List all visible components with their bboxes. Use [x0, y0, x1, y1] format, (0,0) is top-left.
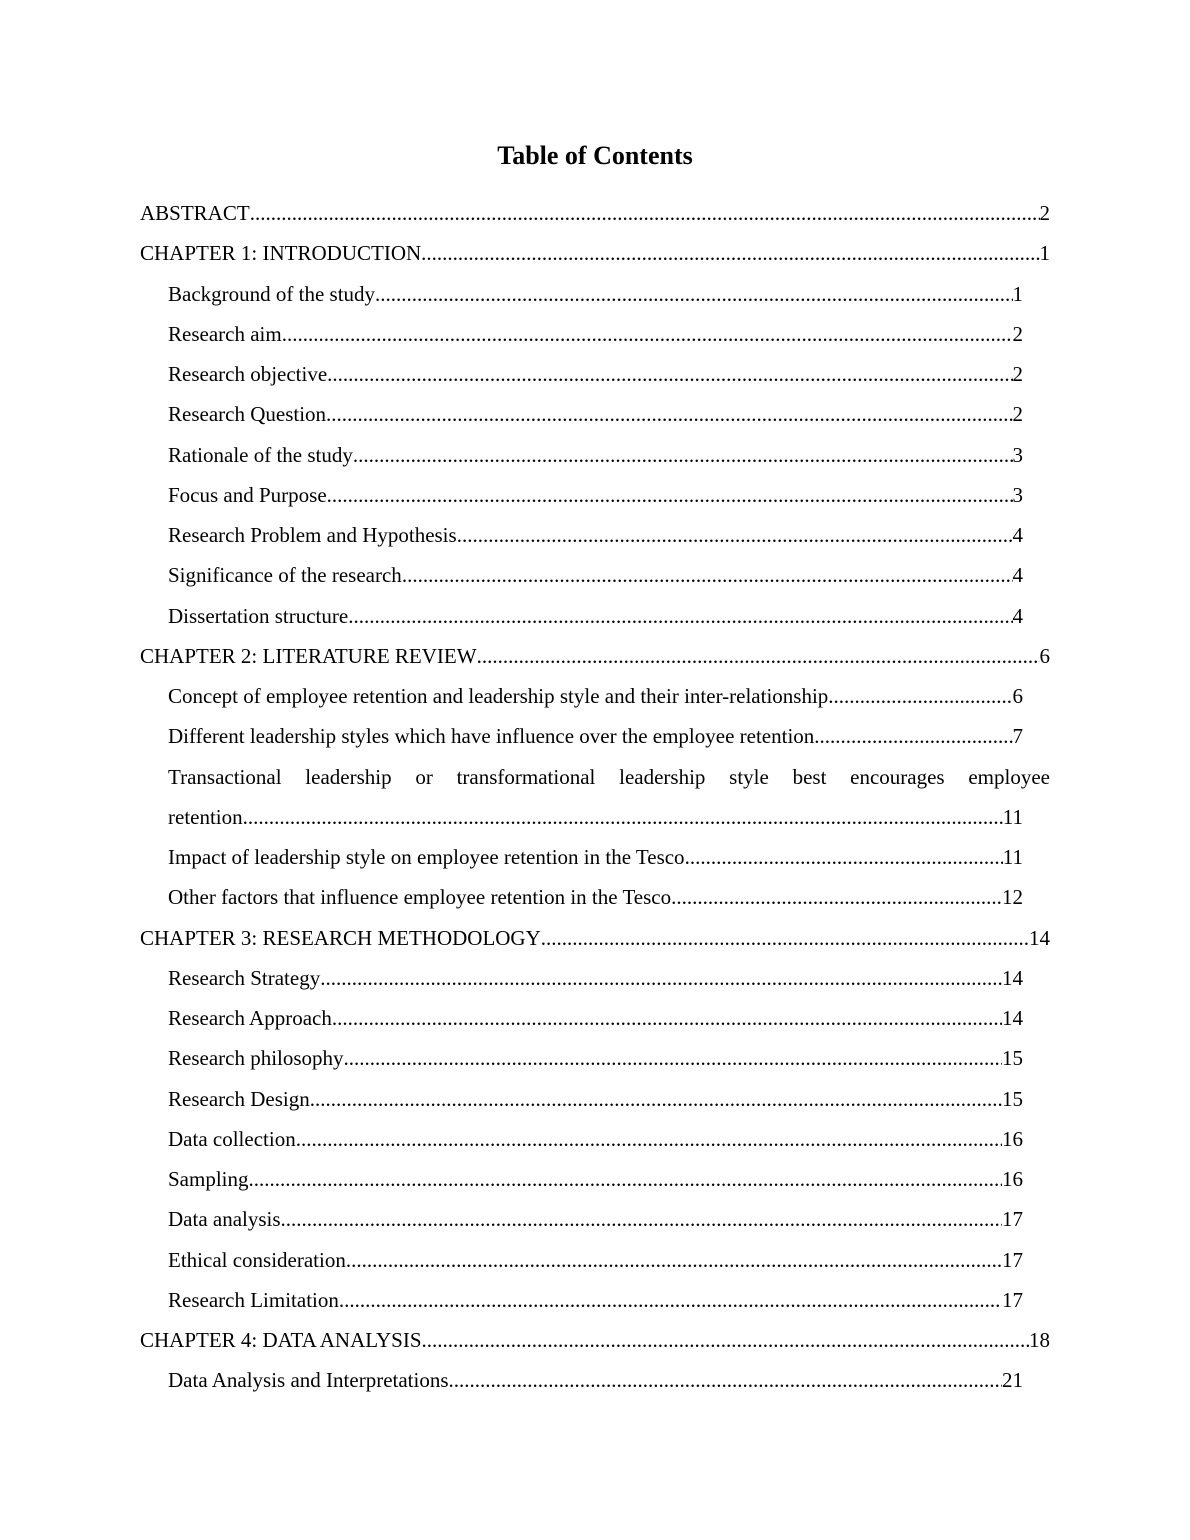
toc-entry-label: Rationale of the study [168, 443, 353, 467]
toc-entry-label-line1: Transactional leadership or transformational leadership style best encourages employee [168, 765, 1050, 789]
toc-leader-dots [344, 1045, 1002, 1071]
toc-entry-label: Dissertation structure [168, 604, 349, 628]
toc-entry-leadership-styles[interactable] [168, 723, 1023, 749]
toc-leader-dots [281, 1206, 1002, 1232]
toc-entry-label: Ethical consideration [168, 1248, 346, 1272]
toc-page-number: 2 [1012, 402, 1023, 426]
toc-title: Table of Contents [497, 141, 693, 170]
toc-entry-label-line2: retention [168, 805, 243, 829]
toc-entry-label: Research Limitation [168, 1288, 339, 1312]
toc-entry-label: Significance of the research [168, 563, 402, 587]
toc-leader-dots [243, 797, 1003, 837]
toc-entry-label: Research Problem and Hypothesis [168, 523, 457, 547]
toc-entry-chapter-2[interactable] [140, 643, 1050, 669]
toc-entry-label: Data collection [168, 1127, 296, 1151]
toc-entry-label: Sampling [168, 1167, 249, 1191]
toc-leader-dots [249, 1166, 1002, 1192]
toc-leader-dots [327, 361, 1012, 387]
toc-entry-label: CHAPTER 3: RESEARCH METHODOLOGY [140, 926, 541, 950]
toc-entry-data-analysis[interactable] [168, 1206, 1023, 1232]
toc-page-number: 18 [1029, 1328, 1050, 1352]
toc-entry-research-limitation[interactable] [168, 1287, 1023, 1313]
toc-leader-dots [296, 1126, 1002, 1152]
toc-leader-dots [353, 442, 1013, 468]
toc-entry-data-analysis-interpretations[interactable] [168, 1367, 1023, 1393]
toc-entry-ethical-consideration[interactable] [168, 1247, 1023, 1273]
toc-entry-label: Research objective [168, 362, 328, 386]
toc-entry-abstract[interactable] [140, 200, 1050, 226]
toc-entry-dissertation-structure[interactable] [168, 603, 1023, 629]
toc-leader-dots [310, 1086, 1002, 1112]
toc-page-number: 2 [1039, 201, 1050, 225]
toc-leader-dots [326, 401, 1012, 427]
toc-entry-label: Research Strategy [168, 966, 321, 990]
toc-page-number: 2 [1012, 362, 1023, 386]
toc-entry-label: Other factors that influence employee retention in the Tesco [168, 885, 672, 909]
toc-page-number: 14 [1002, 966, 1023, 990]
toc-page-number: 1 [1039, 241, 1050, 265]
toc-page-number: 4 [1012, 523, 1023, 547]
toc-leader-dots [327, 482, 1013, 508]
toc-page-number: 2 [1012, 322, 1023, 346]
toc-page-number: 4 [1012, 563, 1023, 587]
toc-entry-label: Background of the study [168, 282, 376, 306]
toc-page-number: 12 [1002, 885, 1023, 909]
toc-leader-dots [671, 884, 1002, 910]
toc-entry-background[interactable] [168, 281, 1023, 307]
toc-page-number: 6 [1012, 684, 1023, 708]
toc-entry-other-factors[interactable] [168, 884, 1023, 910]
toc-page-number: 11 [1002, 805, 1023, 829]
toc-entry-transactional-transformational[interactable] [168, 757, 1050, 837]
toc-entry-chapter-3[interactable] [140, 925, 1050, 951]
toc-page-number: 4 [1012, 604, 1023, 628]
toc-entry-problem-hypothesis[interactable] [168, 522, 1023, 548]
toc-entry-sampling[interactable] [168, 1166, 1023, 1192]
toc-entry-chapter-4[interactable] [140, 1327, 1050, 1353]
toc-entry-research-question[interactable] [168, 401, 1023, 427]
toc-entry-line2 [168, 797, 1023, 837]
toc-page-number: 17 [1002, 1207, 1023, 1231]
toc-leader-dots [320, 965, 1002, 991]
toc-entry-label: CHAPTER 2: LITERATURE REVIEW [140, 644, 477, 668]
toc-entry-focus-purpose[interactable] [168, 482, 1023, 508]
toc-leader-dots [422, 1327, 1029, 1353]
toc-entry-research-approach[interactable] [168, 1005, 1023, 1031]
toc-entry-label: CHAPTER 1: INTRODUCTION [140, 241, 422, 265]
toc-entry-research-strategy[interactable] [168, 965, 1023, 991]
toc-page-number: 1 [1012, 282, 1023, 306]
toc-leader-dots [685, 844, 1003, 870]
toc-entry-research-objective[interactable] [168, 361, 1023, 387]
toc-entry-label: Research Approach [168, 1006, 332, 1030]
toc-page-number: 16 [1002, 1127, 1023, 1151]
toc-entry-label: Concept of employee retention and leadership style and their inter-relationship [168, 684, 829, 708]
toc-page-number: 16 [1002, 1167, 1023, 1191]
toc-entry-impact-leadership[interactable] [168, 844, 1023, 870]
toc-entry-label: CHAPTER 4: DATA ANALYSIS [140, 1328, 422, 1352]
toc-leader-dots [814, 723, 1012, 749]
toc-page-number: 15 [1002, 1087, 1023, 1111]
toc-entry-label: Research Design [168, 1087, 310, 1111]
toc-entry-research-design[interactable] [168, 1086, 1023, 1112]
toc-entry-label: Research aim [168, 322, 282, 346]
toc-entry-research-philosophy[interactable] [168, 1045, 1023, 1071]
toc-entry-concept-retention[interactable] [168, 683, 1023, 709]
toc-entry-label: Data analysis [168, 1207, 281, 1231]
toc-entry-data-collection[interactable] [168, 1126, 1023, 1152]
toc-page-number: 14 [1002, 1006, 1023, 1030]
toc-leader-dots [250, 200, 1040, 226]
toc-leader-dots [339, 1287, 1002, 1313]
toc-leader-dots [541, 925, 1029, 951]
toc-entry-label: Research philosophy [168, 1046, 344, 1070]
toc-page-number: 17 [1002, 1288, 1023, 1312]
toc-page-number: 17 [1002, 1248, 1023, 1272]
toc-entry-label: Impact of leadership style on employee retention in the Tesco [168, 845, 685, 869]
toc-entry-significance[interactable] [168, 562, 1023, 588]
toc-leader-dots [421, 240, 1039, 266]
toc-entry-label: Research Question [168, 402, 327, 426]
toc-page-number: 7 [1012, 724, 1023, 748]
toc-page-number: 3 [1012, 443, 1023, 467]
toc-leader-dots [282, 321, 1013, 347]
toc-leader-dots [449, 1367, 1002, 1393]
toc-leader-dots [332, 1005, 1002, 1031]
toc-page-number: 11 [1002, 845, 1023, 869]
toc-leader-dots [348, 603, 1012, 629]
toc-entry-label: ABSTRACT [140, 201, 250, 225]
toc-entry-label: Different leadership styles which have influence over the employee retention [168, 724, 815, 748]
toc-leader-dots [402, 562, 1013, 588]
toc-leader-dots [477, 643, 1040, 669]
toc-page-number: 3 [1012, 483, 1023, 507]
toc-page-number: 14 [1029, 926, 1050, 950]
toc-entry-label: Data Analysis and Interpretations [168, 1368, 449, 1392]
toc-leader-dots [346, 1247, 1002, 1273]
toc-entry-chapter-1[interactable] [140, 240, 1050, 266]
toc-entry-rationale[interactable] [168, 442, 1023, 468]
toc-page-number: 15 [1002, 1046, 1023, 1070]
toc-entry-label: Focus and Purpose [168, 483, 327, 507]
toc-page-number: 6 [1039, 644, 1050, 668]
toc-leader-dots [828, 683, 1012, 709]
toc-leader-dots [375, 281, 1012, 307]
toc-entry-research-aim[interactable] [168, 321, 1023, 347]
toc-page-number: 21 [1002, 1368, 1023, 1392]
toc-leader-dots [457, 522, 1013, 548]
